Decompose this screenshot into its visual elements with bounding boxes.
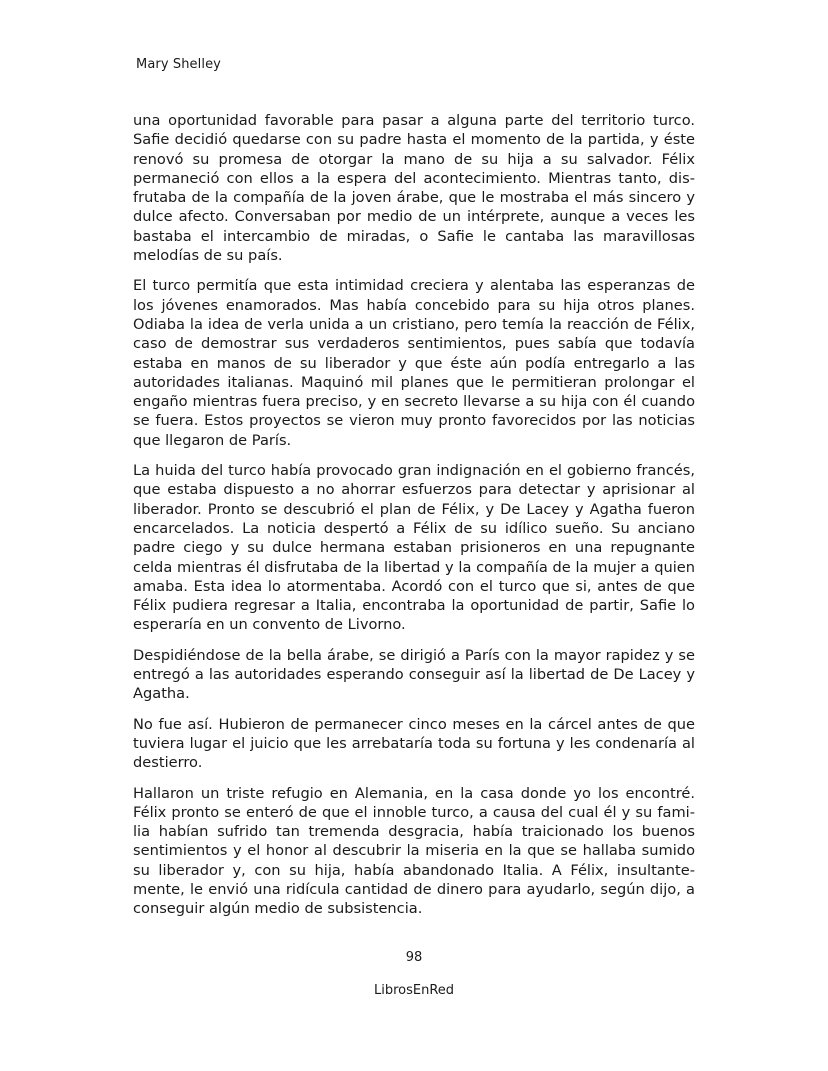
paragraph: La huida del turco había provocado gran indignación en el gobierno francés, que estaba dispuesto a no ahorrar esfuerzos para detectar y aprisionar al liberador. Pronto se descubrió el plan de Félix, y De Lacey y Agatha fueron encarcelados. La noticia despertó a Félix de su idílico sueño. Su anciano padre ciego y su dulce hermana estaban prisioneros en una repugnante celda mientras él disfrutaba de la libertad y la compañía de la mujer a quien amaba. Esta idea lo atormentaba. Acordó con el turco que si, antes de que Félix pudiera regresar a Italia, encontraba la oportunidad de partir, Safie lo esperaría en un convento de Livorno. [133, 462, 695, 634]
page-number: 98 [405, 950, 423, 965]
publisher-footer: LibrosEnRed [373, 983, 455, 998]
running-head-author: Mary Shelley [136, 57, 221, 72]
paragraph: una oportunidad favorable para pasar a alguna parte del territorio turco. Safie decidió quedarse con su padre hasta el momento de la partida, y éste renovó su promesa de otorgar la mano de su hija a su salvador. Félix permaneció con ellos a la espera del acontecimiento. Mientras tanto, disfrutaba de la compañía de la joven árabe, que le mostraba el más sincero y dulce afecto. Conversaban por medio de un intérprete, aunque a veces les bastaba el intercambio de miradas, o Safie le cantaba las maravillosas melodías de su país. [133, 112, 695, 265]
paragraph: Despidiéndose de la bella árabe, se dirigió a París con la mayor rapidez y se entregó a las autoridades esperando conseguir así la libertad de De Lacey y Agatha. [133, 646, 695, 703]
paragraph: No fue así. Hubieron de permanecer cinco meses en la cárcel antes de que tuviera lugar el juicio que les arrebataría toda su fortuna y les condenaría al destierro. [133, 715, 695, 772]
paragraph: El turco permitía que esta intimidad creciera y alentaba las esperanzas de los jóvenes enamorados. Mas había concebido para su hija otros planes. Odiaba la idea de verla unida a un cristiano, pero temía la reacción de Félix, caso de demostrar sus verdaderos sentimientos, pues sabía que todavía estaba en manos de su liberador y que éste aún podía entregarlo a las autoridades italianas. Maquinó mil planes que le permitieran prolongar el engaño mientras fuera preciso, y en secreto llevarse a su hija con él cuando se fuera. Estos proyectos se vieron muy pronto favorecidos por las noticias que llegaron de París. [133, 277, 695, 449]
paragraph: Hallaron un triste refugio en Alemania, en la casa donde yo los encontré. Félix pronto se enteró de que el innoble turco, a causa del cual él y su familia habían sufrido tan tremenda desgracia, había traicionado los buenos sentimientos y el honor al descubrir la miseria en la que se hallaba sumido su liberador y, con su hija, había abandonado Italia. A Félix, insultantemente, le envió una ridícula cantidad de dinero para ayudarlo, según dijo, a conseguir algún medio de subsistencia. [133, 784, 695, 918]
text-body [133, 111, 695, 930]
